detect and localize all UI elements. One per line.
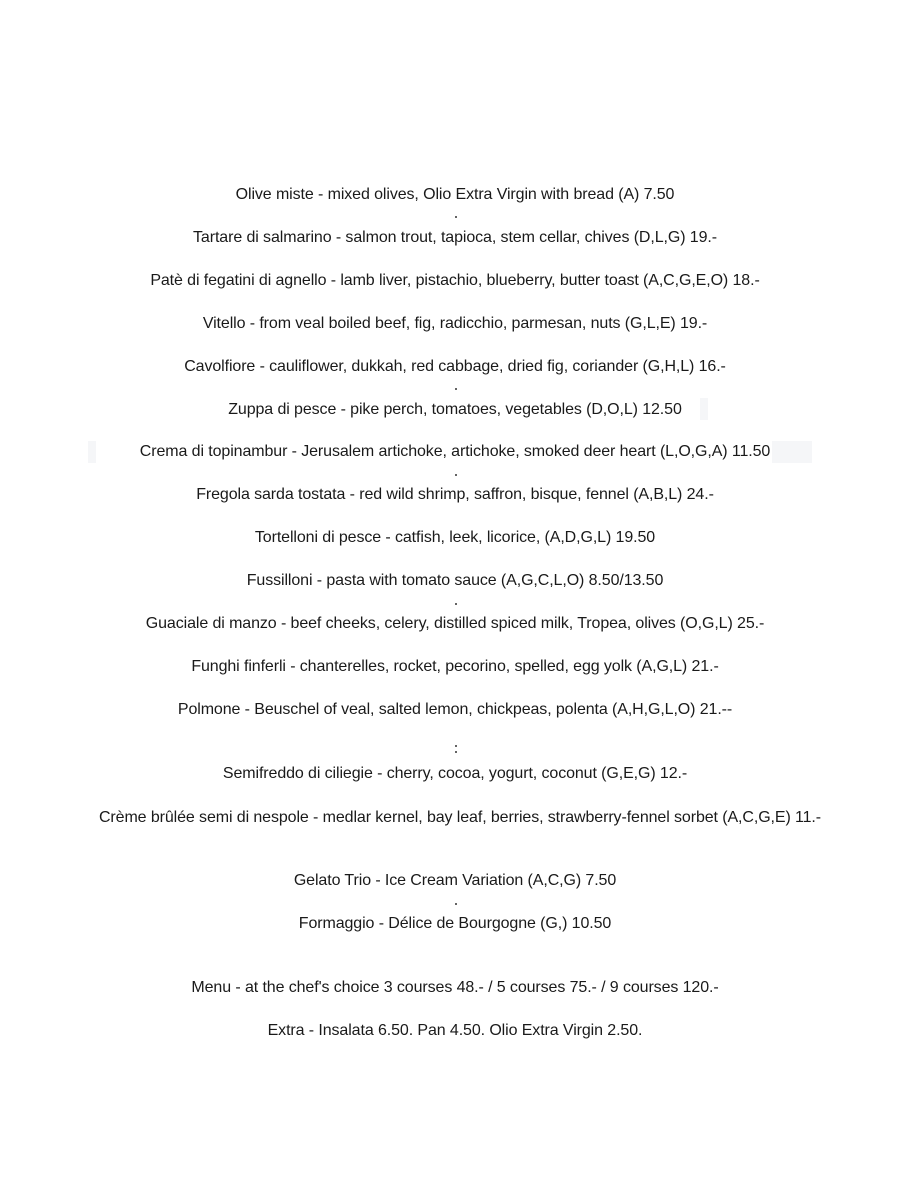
menu-item: Guaciale di manzo - beef cheeks, celery, distilled spiced milk, Tropea, olives (O,G,L) 25.- (145, 615, 765, 632)
separator-dot (455, 751, 457, 753)
menu-item: Patè di fegatini di agnello - lamb liver, pistachio, blueberry, butter toast (A,C,G,E,O) 18.- (150, 272, 760, 289)
menu-item: Tortelloni di pesce - catfish, leek, licorice, (A,D,G,L) 19.50 (254, 529, 656, 546)
menu-item: Olive miste - mixed olives, Olio Extra Virgin with bread (A) 7.50 (235, 186, 675, 203)
separator-dot (455, 603, 457, 605)
menu-item: Crema di topinambur - Jerusalem artichoke, artichoke, smoked deer heart (L,O,G,A) 11.50 (139, 443, 771, 460)
tasting-menu-line: Menu - at the chef's choice 3 courses 48.- / 5 courses 75.- / 9 courses 120.- (191, 979, 719, 996)
menu-item: Cavolfiore - cauliflower, dukkah, red cabbage, dried fig, coriander (G,H,L) 16.- (184, 358, 726, 375)
menu-item: Fussilloni - pasta with tomato sauce (A,G,C,L,O) 8.50/13.50 (246, 572, 664, 589)
menu-item: Zuppa di pesce - pike perch, tomatoes, vegetables (D,O,L) 12.50 (228, 401, 682, 418)
menu-item: Vitello - from veal boiled beef, fig, radicchio, parmesan, nuts (G,L,E) 19.- (202, 315, 708, 332)
separator-dot (455, 474, 457, 476)
separator-dot (455, 745, 457, 747)
dessert-item: Crème brûlée semi di nespole - medlar kernel, bay leaf, berries, strawberry-fennel sorbet (A,C,G,E) 11.- (98, 809, 822, 826)
dessert-item: Gelato Trio - Ice Cream Variation (A,C,G) 7.50 (293, 872, 617, 889)
separator-dot (455, 388, 457, 390)
separator-dot (455, 216, 457, 218)
menu-item: Polmone - Beuschel of veal, salted lemon, chickpeas, polenta (A,H,G,L,O) 21.-- (177, 701, 733, 718)
dessert-item: Formaggio - Délice de Bourgogne (G,) 10.50 (298, 915, 612, 932)
dessert-item: Semifreddo di ciliegie - cherry, cocoa, yogurt, coconut (G,E,G) 12.- (222, 765, 688, 782)
menu-item: Tartare di salmarino - salmon trout, tapioca, stem cellar, chives (D,L,G) 19.- (193, 229, 717, 246)
menu-item: Funghi finferli - chanterelles, rocket, pecorino, spelled, egg yolk (A,G,L) 21.- (191, 658, 719, 675)
separator-dot (455, 903, 457, 905)
menu-item: Fregola sarda tostata - red wild shrimp, saffron, bisque, fennel (A,B,L) 24.- (196, 486, 714, 503)
extras-line: Extra - Insalata 6.50. Pan 4.50. Olio Extra Virgin 2.50. (267, 1022, 643, 1039)
